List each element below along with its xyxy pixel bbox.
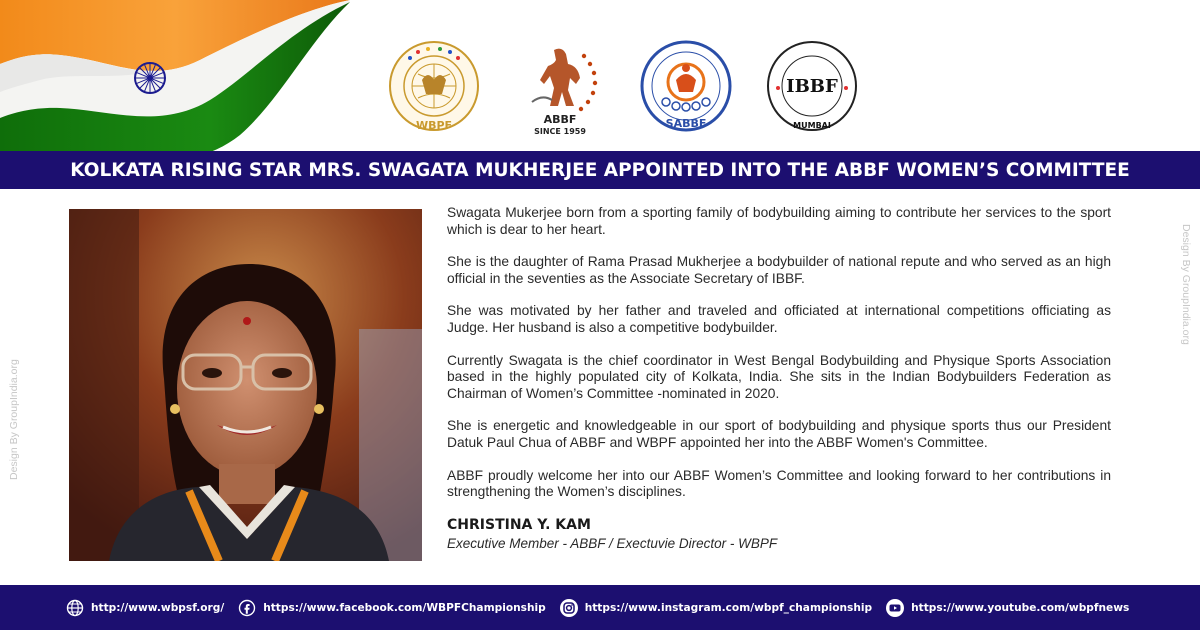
wbpf-logo-label: WBPF	[415, 119, 453, 132]
sabbf-logo	[640, 38, 732, 134]
article-paragraph: She is energetic and knowledgeable in our sport of bodybuilding and physique sports thus our President Datuk Paul Chua of ABBF and WBPF appointed her into the ABBF Women's Committee.	[447, 418, 1111, 450]
signature-name: CHRISTINA Y. KAM	[447, 516, 591, 533]
article-paragraph: She was motivated by her father and traveled and officiated at international competitions officiating as Judge. Her husband is also a competitive bodybuilder.	[447, 303, 1111, 335]
website-link-text: http://www.wbpsf.org/	[91, 601, 225, 614]
instagram-link-text: https://www.instagram.com/wbpf_championship	[584, 601, 873, 614]
youtube-icon	[886, 599, 904, 617]
abbf-logo-since: SINCE 1959	[534, 127, 586, 136]
article-body	[447, 205, 1111, 551]
youtube-link-text: https://www.youtube.com/wbpfnews	[911, 601, 1130, 614]
youtube-link[interactable]	[886, 599, 1129, 617]
abbf-logo-label: ABBF	[543, 113, 577, 126]
ibbf-logo-label: IBBF	[786, 76, 838, 97]
instagram-link[interactable]	[560, 599, 872, 617]
design-credit-text: Design By GroupIndia.org	[8, 359, 20, 480]
article-paragraph: ABBF proudly welcome her into our ABBF Women’s Committee and looking forward to her contributions in strengthening the Women’s disciplines.	[447, 467, 1111, 500]
signature-title: Executive Member - ABBF / Exectuvie Director - WBPF	[447, 535, 778, 551]
facebook-icon	[238, 599, 256, 617]
ibbf-logo-city: MUMBAI	[793, 121, 831, 130]
facebook-link-text: https://www.facebook.com/WBPFChampionship	[263, 601, 546, 614]
abbf-logo	[514, 38, 606, 134]
wbpf-logo	[388, 38, 480, 134]
federation-logos	[388, 38, 858, 134]
design-credit-left	[6, 320, 22, 490]
page-title: KOLKATA RISING STAR MRS. SWAGATA MUKHERJEE APPOINTED INTO THE ABBF WOMEN’S COMMITTEE	[70, 159, 1130, 181]
ibbf-logo	[766, 38, 858, 134]
footer-links	[0, 585, 1200, 630]
title-banner	[0, 151, 1200, 189]
design-credit-right	[1178, 220, 1194, 380]
article-paragraph: Currently Swagata is the chief coordinator in West Bengal Bodybuilding and Physique Sports Association based in the highly populated city of Kolkata, India. She sits in the Indian Bodybuilders Federation as Chairman of Women’s Committee -nominated in 2020.	[447, 352, 1111, 401]
instagram-icon	[560, 599, 578, 617]
portrait-photo	[69, 209, 422, 561]
website-link[interactable]	[66, 599, 224, 617]
globe-icon	[66, 599, 84, 617]
design-credit-text: Design By GroupIndia.org	[1180, 224, 1192, 345]
sabbf-logo-label: SABBF	[665, 117, 707, 130]
facebook-link[interactable]	[238, 599, 546, 617]
article-paragraph: She is the daughter of Rama Prasad Mukherjee a bodybuilder of national repute and who served as an high official in the seventies as the Associate Secretary of IBBF.	[447, 254, 1111, 286]
article-paragraph: Swagata Mukerjee born from a sporting family of bodybuilding aiming to contribute her services to the sport which is dear to her heart.	[447, 205, 1111, 237]
